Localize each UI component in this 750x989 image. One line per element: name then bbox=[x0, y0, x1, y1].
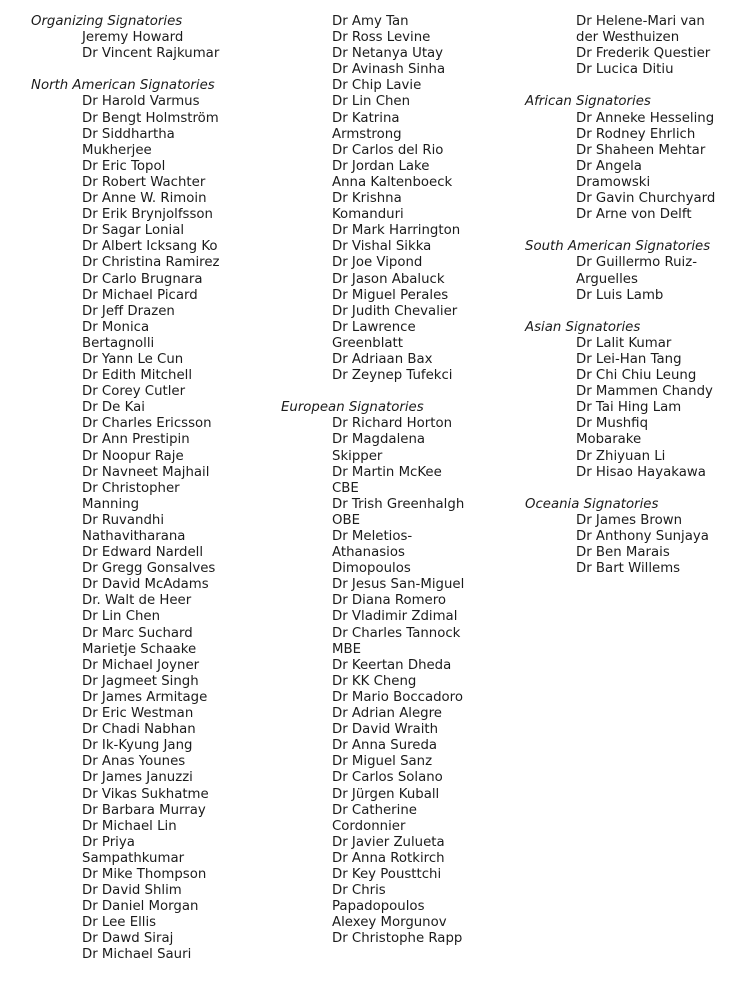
signatory-name: Dr Mushfiq bbox=[576, 416, 649, 432]
signatory-name-continuation: Skipper bbox=[332, 448, 383, 464]
signatory-name: Dr Rodney Ehrlich bbox=[576, 126, 696, 142]
signatory-name: Dr Miguel Sanz bbox=[332, 754, 433, 770]
signatory-name: Dr Chi Chiu Leung bbox=[576, 368, 697, 384]
signatory-name: Dr Ruvandhi bbox=[82, 512, 165, 528]
signatories-column-2 bbox=[281, 14, 521, 947]
signatory-name: Dr Siddhartha bbox=[82, 126, 175, 142]
signatory-name: Dr Sagar Lonial bbox=[82, 223, 185, 239]
signatory-name: Dr Noopur Raje bbox=[82, 448, 184, 464]
signatory-name: Dr Catherine bbox=[332, 802, 417, 818]
signatory-name-continuation: Cordonnier bbox=[332, 818, 406, 834]
blank-line bbox=[281, 384, 521, 400]
signatory-name: Dr Bengt Holmström bbox=[82, 110, 219, 126]
signatory-name: Dr Frederik Questier bbox=[576, 46, 711, 62]
signatory-name: Dr Robert Wachter bbox=[82, 174, 206, 190]
signatory-name: Dr Lei-Han Tang bbox=[576, 351, 682, 367]
signatory-name: Dr Anneke Hesseling bbox=[576, 110, 715, 126]
signatory-name: Dr Martin McKee bbox=[332, 464, 442, 480]
signatory-name: Dr Avinash Sinha bbox=[332, 62, 446, 78]
blank-line bbox=[525, 481, 747, 497]
signatory-name-continuation: Greenblatt bbox=[332, 335, 403, 351]
signatory-name: Dr James Brown bbox=[576, 512, 683, 528]
signatory-name: Dr James Armitage bbox=[82, 689, 208, 705]
signatory-name: Dr Diana Romero bbox=[332, 593, 447, 609]
signatory-name: Dr Krishna bbox=[332, 191, 402, 207]
signatory-name: Dr James Januzzi bbox=[82, 770, 193, 786]
signatory-name: Marietje Schaake bbox=[82, 641, 197, 657]
signatory-name: Dr Charles Tannock bbox=[332, 625, 461, 641]
signatory-name: Anna Kaltenboeck bbox=[332, 174, 453, 190]
signatory-name: Dr Jürgen Kuball bbox=[332, 786, 440, 802]
signatory-name: Dr Richard Horton bbox=[332, 416, 453, 432]
signatory-name: Dr Katrina bbox=[332, 110, 400, 126]
signatory-name: Dr Arne von Delft bbox=[576, 207, 692, 223]
signatory-name: Dr Lee Ellis bbox=[82, 915, 157, 931]
signatory-name: Dr Magdalena bbox=[332, 432, 426, 448]
signatory-name: Dr Adrian Alegre bbox=[332, 706, 442, 722]
signatory-name-continuation: Arguelles bbox=[576, 271, 638, 287]
signatory-name: Dr Jeff Drazen bbox=[82, 303, 175, 319]
signatory-name-continuation: Papadopoulos bbox=[332, 899, 425, 915]
signatory-name: Dr Zhiyuan Li bbox=[576, 448, 666, 464]
signatory-name: Dr Tai Hing Lam bbox=[576, 400, 682, 416]
signatories-column-1 bbox=[31, 14, 276, 964]
signatory-name: Dr Miguel Perales bbox=[332, 287, 449, 303]
signatory-name-continuation: Dramowski bbox=[576, 174, 651, 190]
signatory-name: Dr Erik Brynjolfsson bbox=[82, 207, 213, 223]
signatory-name: Dr Anne W. Rimoin bbox=[82, 191, 207, 207]
signatory-name: Dr Corey Cutler bbox=[82, 384, 186, 400]
signatory-name-continuation: der Westhuizen bbox=[576, 30, 680, 46]
signatory-name-continuation: Sampathkumar bbox=[82, 850, 185, 866]
signatory-name: Dr Helene-Mari van bbox=[576, 14, 705, 29]
signatory-name: Dr Albert Icksang Ko bbox=[82, 239, 218, 255]
signatory-name-continuation: Mobarake bbox=[576, 432, 642, 448]
signatory-name-continuation: Bertagnolli bbox=[82, 335, 155, 351]
section-heading: European Signatories bbox=[281, 400, 424, 416]
signatory-name: Dr Mammen Chandy bbox=[576, 384, 713, 400]
section-heading: Asian Signatories bbox=[525, 319, 641, 335]
signatory-name: Dr Daniel Morgan bbox=[82, 899, 199, 915]
signatory-name: Dr Zeynep Tufekci bbox=[332, 368, 453, 384]
signatory-name: Dr Chadi Nabhan bbox=[82, 722, 196, 738]
signatory-name: Dr Javier Zulueta bbox=[332, 834, 445, 850]
signatory-name-continuation: OBE bbox=[332, 512, 360, 528]
signatory-name: Dr Priya bbox=[82, 834, 135, 850]
signatory-name: Dr Angela bbox=[576, 158, 642, 174]
signatory-name: Dr Gregg Gonsalves bbox=[82, 561, 216, 577]
signatory-name: Dr Eric Topol bbox=[82, 158, 166, 174]
signatory-name: Dr Jesus San-Miguel bbox=[332, 577, 465, 593]
signatory-name: Dr Guillermo Ruiz- bbox=[576, 255, 698, 271]
signatory-name: Dr Jason Abaluck bbox=[332, 271, 445, 287]
signatory-name: Dr Carlo Brugnara bbox=[82, 271, 203, 287]
signatory-name: Dr Meletios- bbox=[332, 529, 413, 544]
signatory-name: Dr Michael Picard bbox=[82, 287, 198, 303]
signatory-name: Dr Jagmeet Singh bbox=[82, 673, 199, 689]
signatory-name: Dr Lin Chen bbox=[332, 94, 411, 110]
signatory-name: Dr KK Cheng bbox=[332, 673, 417, 689]
signatory-name: Dr Charles Ericsson bbox=[82, 416, 212, 432]
signatory-name: Dr Michael Sauri bbox=[82, 947, 192, 963]
signatory-name: Dr Michael Joyner bbox=[82, 657, 200, 673]
signatory-name: Dr. Walt de Heer bbox=[82, 593, 192, 609]
signatory-name: Dr Judith Chevalier bbox=[332, 303, 458, 319]
signatory-name: Dr Shaheen Mehtar bbox=[576, 142, 706, 158]
signatory-name: Dr De Kai bbox=[82, 400, 145, 416]
signatory-name: Dr Key Pousttchi bbox=[332, 866, 442, 882]
signatory-name: Dr Luis Lamb bbox=[576, 287, 664, 303]
signatory-name: Dr Lawrence bbox=[332, 319, 416, 335]
signatory-name: Dr Carlos Solano bbox=[332, 770, 443, 786]
signatory-name: Dr Chip Lavie bbox=[332, 78, 422, 94]
signatory-name: Dr Vikas Sukhatme bbox=[82, 786, 209, 802]
signatory-name: Dr Chris bbox=[332, 883, 386, 899]
signatory-name: Jeremy Howard bbox=[82, 30, 184, 46]
blank-line bbox=[525, 223, 747, 239]
signatory-name: Dr Vladimir Zdimal bbox=[332, 609, 458, 625]
signatory-name: Dr Joe Vipond bbox=[332, 255, 423, 271]
signatory-name: Dr Lucica Ditiu bbox=[576, 62, 674, 78]
signatory-name: Dr Marc Suchard bbox=[82, 625, 193, 641]
signatory-name: Dr Ann Prestipin bbox=[82, 432, 190, 448]
signatory-name: Dr Edith Mitchell bbox=[82, 368, 193, 384]
signatory-name: Dr Harold Varmus bbox=[82, 94, 200, 110]
signatory-name: Dr Navneet Majhail bbox=[82, 464, 210, 480]
signatory-name: Dr Anthony Sunjaya bbox=[576, 529, 709, 544]
signatory-name: Dr Hisao Hayakawa bbox=[576, 464, 706, 480]
section-heading: Organizing Signatories bbox=[31, 14, 183, 29]
signatory-name: Dr Mario Boccadoro bbox=[332, 689, 463, 705]
signatory-name: Dr Monica bbox=[82, 319, 150, 335]
signatory-name: Dr David Wraith bbox=[332, 722, 439, 738]
signatory-name: Dr Anas Younes bbox=[82, 754, 186, 770]
signatory-name-continuation: Mukherjee bbox=[82, 142, 152, 158]
blank-line bbox=[31, 62, 276, 78]
signatory-name: Dr Mike Thompson bbox=[82, 866, 207, 882]
signatory-name: Dr Ross Levine bbox=[332, 30, 431, 46]
signatory-name: Dr Carlos del Rio bbox=[332, 142, 444, 158]
signatory-name: Dr Eric Westman bbox=[82, 706, 194, 722]
signatory-name: Dr Barbara Murray bbox=[82, 802, 206, 818]
signatory-name: Dr David McAdams bbox=[82, 577, 209, 593]
signatory-name: Dr Bart Willems bbox=[576, 561, 681, 577]
signatory-name: Dr Christina Ramirez bbox=[82, 255, 220, 271]
signatory-name: Dr Lin Chen bbox=[82, 609, 161, 625]
signatory-name-continuation: MBE bbox=[332, 641, 361, 657]
signatory-name: Dr Trish Greenhalgh bbox=[332, 496, 465, 512]
signatory-name: Alexey Morgunov bbox=[332, 915, 447, 931]
blank-line bbox=[525, 304, 747, 320]
signatory-name-continuation: CBE bbox=[332, 480, 359, 496]
signatory-name: Dr David Shlim bbox=[82, 883, 182, 899]
signatory-name: Dr Dawd Siraj bbox=[82, 931, 174, 947]
signatory-name: Dr Yann Le Cun bbox=[82, 351, 184, 367]
signatory-name: Dr Christophe Rapp bbox=[332, 931, 463, 947]
signatory-name: Dr Keertan Dheda bbox=[332, 657, 452, 673]
signatory-name-continuation: Nathavitharana bbox=[82, 529, 186, 544]
section-heading: Oceania Signatories bbox=[525, 496, 659, 512]
signatory-name: Dr Netanya Utay bbox=[332, 46, 444, 62]
blank-line bbox=[525, 78, 747, 94]
signatory-name: Dr Edward Nardell bbox=[82, 545, 204, 561]
section-heading: North American Signatories bbox=[31, 78, 215, 94]
signatory-name: Dr Lalit Kumar bbox=[576, 335, 672, 351]
signatory-name: Dr Michael Lin bbox=[82, 818, 177, 834]
signatory-name-continuation: Athanasios bbox=[332, 545, 405, 561]
signatory-name: Dr Gavin Churchyard bbox=[576, 191, 716, 207]
signatory-name: Dr Anna Rotkirch bbox=[332, 850, 445, 866]
signatory-name: Dr Vishal Sikka bbox=[332, 239, 432, 255]
signatory-name: Dr Ben Marais bbox=[576, 545, 670, 561]
signatory-name: Dr Amy Tan bbox=[332, 14, 409, 29]
signatory-name: Dr Anna Sureda bbox=[332, 738, 438, 754]
signatory-name-continuation: Dimopoulos bbox=[332, 561, 411, 577]
signatory-name: Dr Jordan Lake bbox=[332, 158, 430, 174]
signatory-name: Dr Christopher bbox=[82, 480, 180, 496]
section-heading: South American Signatories bbox=[525, 239, 711, 255]
signatory-name-continuation: Komanduri bbox=[332, 207, 404, 223]
section-heading: African Signatories bbox=[525, 94, 651, 110]
signatory-name: Dr Vincent Rajkumar bbox=[82, 46, 220, 62]
signatory-name-continuation: Armstrong bbox=[332, 126, 402, 142]
signatory-name: Dr Mark Harrington bbox=[332, 223, 461, 239]
signatory-name-continuation: Manning bbox=[82, 496, 140, 512]
signatory-name: Dr Adriaan Bax bbox=[332, 351, 433, 367]
signatory-name: Dr Ik-Kyung Jang bbox=[82, 738, 193, 754]
signatories-column-3 bbox=[525, 14, 747, 577]
